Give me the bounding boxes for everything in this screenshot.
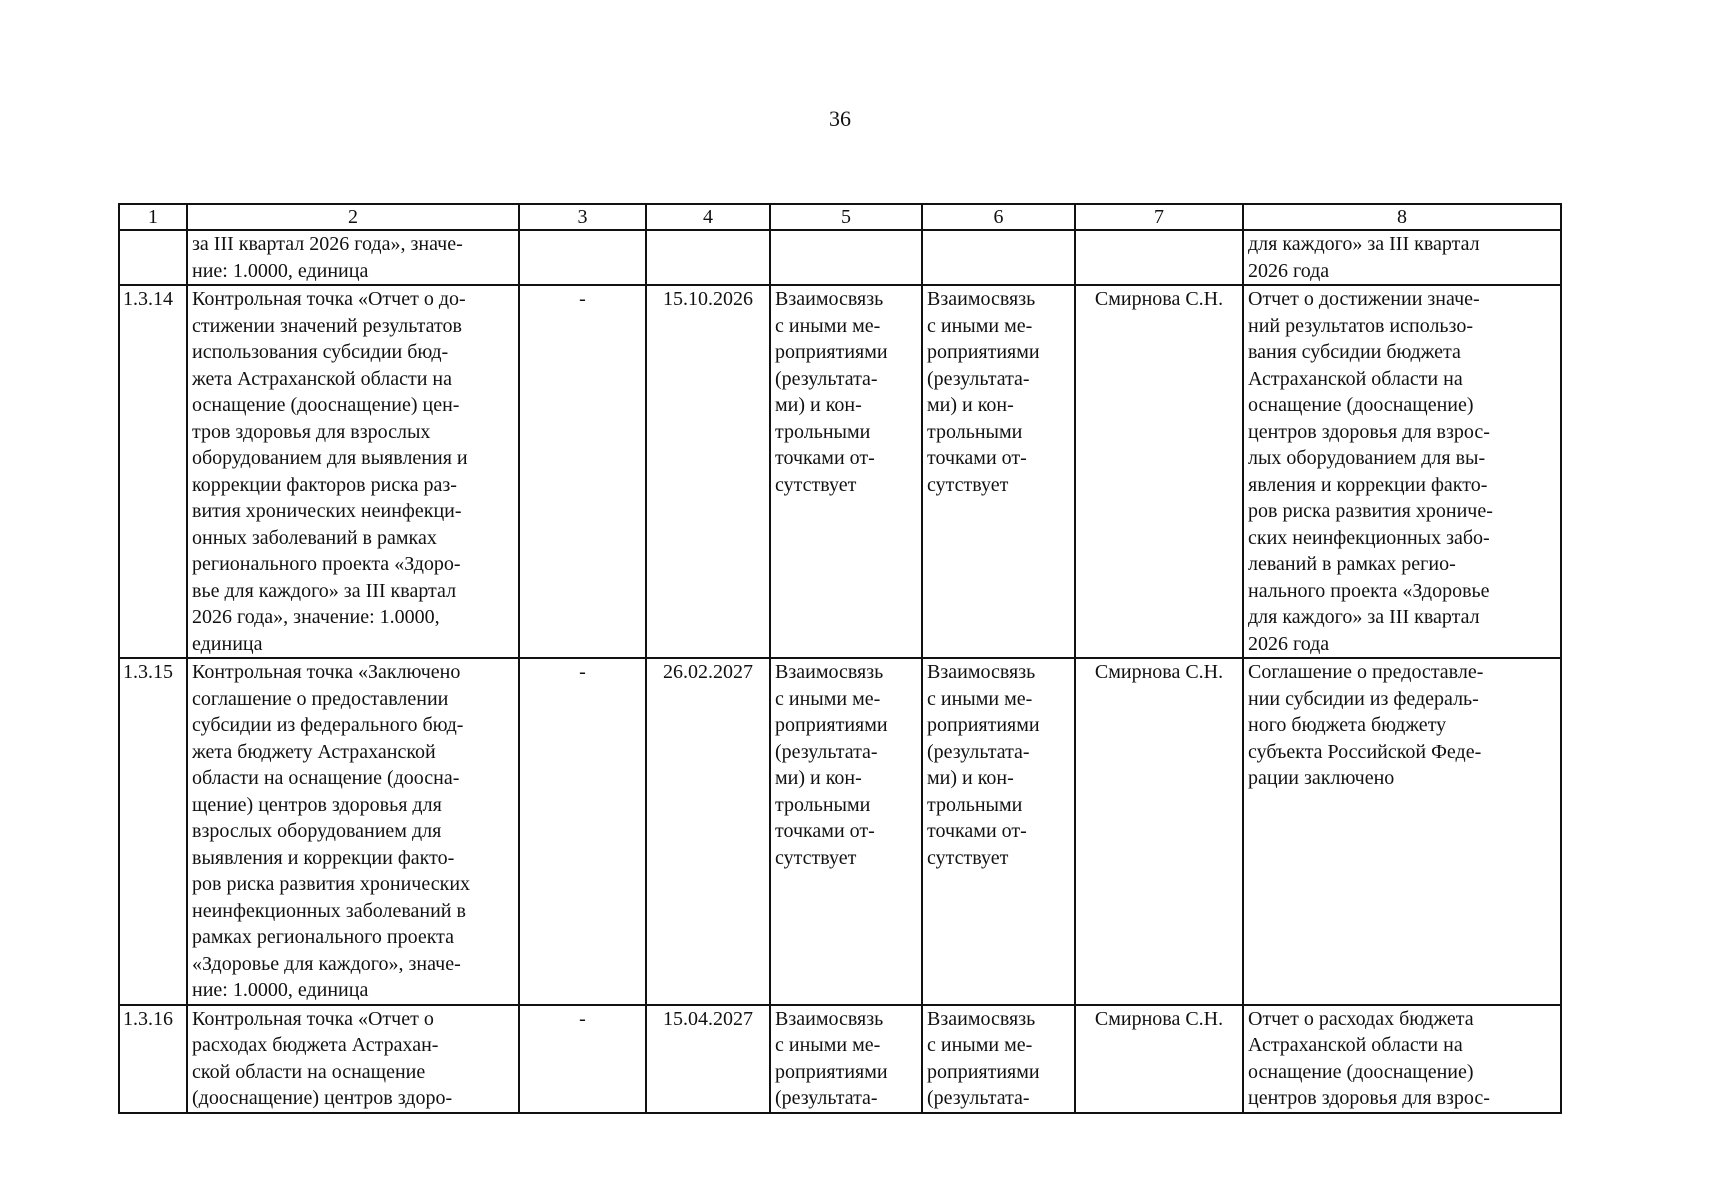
col6-cell bbox=[922, 285, 1075, 658]
col5-cell bbox=[770, 230, 922, 285]
col6-text: Взаимосвязь с иными ме- роприятиями (результата- ми) и кон- трольными точками от- сутствует bbox=[927, 661, 1040, 869]
table-row-continuation bbox=[119, 230, 1561, 285]
header-cell-5: 5 bbox=[770, 204, 922, 230]
header-cell-8: 8 bbox=[1243, 204, 1561, 230]
table-row bbox=[119, 1005, 1561, 1113]
col6-cell bbox=[922, 230, 1075, 285]
result-text: Отчет о расходах бюджета Астраханской области на оснащение (дооснащение) центров здоровья для взрос- bbox=[1248, 1007, 1490, 1109]
description-cell bbox=[187, 658, 519, 1005]
row-number-cell bbox=[119, 230, 187, 285]
responsible-cell: Смирнова С.Н. bbox=[1075, 285, 1243, 658]
table-row bbox=[119, 658, 1561, 1005]
col6-cell bbox=[922, 1005, 1075, 1113]
col5-text: Взаимосвязь с иными ме- роприятиями (результата- ми) и кон- трольными точками от- сутствует bbox=[775, 288, 888, 496]
header-cell-3: 3 bbox=[519, 204, 646, 230]
header-cell-6: 6 bbox=[922, 204, 1075, 230]
header-cell-7: 7 bbox=[1075, 204, 1243, 230]
description-text: Контрольная точка «Отчет о до- стижении значений результатов использования субсидии бюд- жета Астраханской области на оснащение (дооснащение) цен- тров здоровья для взрослых оборудованием для выявления и коррекции факторов риска раз- вития хронических неинфекци- онных заболеваний в рамках регионального проекта «Здоро- вье для каждого» за III квартал 2026 года», значение: 1.0000, единица bbox=[192, 288, 468, 655]
result-cell bbox=[1243, 230, 1561, 285]
description-text: за III квартал 2026 года», значе- ние: 1.0000, единица bbox=[192, 233, 463, 282]
date-cell: 15.10.2026 bbox=[646, 285, 770, 658]
responsible-cell: Смирнова С.Н. bbox=[1075, 658, 1243, 1005]
row-number-cell: 1.3.14 bbox=[119, 285, 187, 658]
description-cell bbox=[187, 285, 519, 658]
col3-cell: - bbox=[519, 285, 646, 658]
col5-cell bbox=[770, 1005, 922, 1113]
col3-cell: - bbox=[519, 1005, 646, 1113]
date-cell: 26.02.2027 bbox=[646, 658, 770, 1005]
table-row bbox=[119, 285, 1561, 658]
col5-text: Взаимосвязь с иными ме- роприятиями (результата- bbox=[775, 1007, 888, 1109]
col5-cell bbox=[770, 658, 922, 1005]
col6-text: Взаимосвязь с иными ме- роприятиями (результата- ми) и кон- трольными точками от- сутствует bbox=[927, 288, 1040, 496]
responsible-cell bbox=[1075, 230, 1243, 285]
col6-cell bbox=[922, 658, 1075, 1005]
result-text: для каждого» за III квартал 2026 года bbox=[1248, 233, 1480, 282]
header-cell-4: 4 bbox=[646, 204, 770, 230]
result-cell bbox=[1243, 285, 1561, 658]
description-cell bbox=[187, 230, 519, 285]
description-text: Контрольная точка «Отчет о расходах бюджета Астрахан- ской области на оснащение (дооснащение) центров здоро- bbox=[192, 1007, 453, 1109]
page-number: 36 bbox=[829, 106, 851, 131]
col3-cell bbox=[519, 230, 646, 285]
header-cell-1: 1 bbox=[119, 204, 187, 230]
result-cell bbox=[1243, 658, 1561, 1005]
result-cell bbox=[1243, 1005, 1561, 1113]
activities-table bbox=[118, 203, 1562, 1114]
description-text: Контрольная точка «Заключено соглашение о предоставлении субсидии из федерального бюд- жета бюджету Астраханской области на оснащение (доосна- щение) центров здоровья для взрослых оборудованием для выявления и коррекции факто- ров риска развития хронических неинфекционных заболеваний в рамках регионального проекта «Здоровье для каждого», значе- ние: 1.0000, единица bbox=[192, 661, 471, 1001]
result-text: Соглашение о предоставле- нии субсидии из федераль- ного бюджета бюджету субъекта Российской Феде- рации заключено bbox=[1248, 661, 1484, 789]
responsible-cell: Смирнова С.Н. bbox=[1075, 1005, 1243, 1113]
col5-text: Взаимосвязь с иными ме- роприятиями (результата- ми) и кон- трольными точками от- сутствует bbox=[775, 661, 888, 869]
description-cell bbox=[187, 1005, 519, 1113]
col6-text: Взаимосвязь с иными ме- роприятиями (результата- bbox=[927, 1007, 1040, 1109]
row-number-cell: 1.3.16 bbox=[119, 1005, 187, 1113]
col3-cell: - bbox=[519, 658, 646, 1005]
result-text: Отчет о достижении значе- ний результатов использо- вания субсидии бюджета Астраханской области на оснащение (дооснащение) центров здоровья для взрос- лых оборудованием для вы- явления и коррекции факто- ров риска развития хрониче- ских неинфекционных забо- леваний в рамках регио- нального проекта «Здоровье для каждого» за III квартал 2026 года bbox=[1248, 288, 1493, 655]
col5-cell bbox=[770, 285, 922, 658]
row-number-cell: 1.3.15 bbox=[119, 658, 187, 1005]
date-cell bbox=[646, 230, 770, 285]
table-header-row bbox=[119, 204, 1561, 230]
header-cell-2: 2 bbox=[187, 204, 519, 230]
date-cell: 15.04.2027 bbox=[646, 1005, 770, 1113]
